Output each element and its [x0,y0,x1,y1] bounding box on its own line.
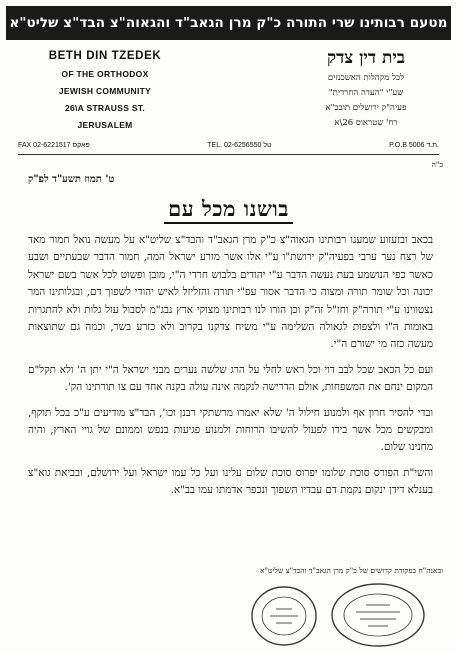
letterhead-en-line: OF THE ORTHODOX [61,69,149,79]
body-paragraph: ועם כל הכאב שכל לבב דוי וכל ראש לחלי על הרג שלשה נערים מבני ישראל ה"י יתן ה' ולא תקל"ם המקום ינחם את המשפחות, אולם הדרישה לנקמה אינה עולה בקנה אחד עם צו תורתינו הק'. [28,363,433,394]
letterhead-he-line: לכל מקהלות האשכנזים [327,73,405,83]
letter-title: בושנו מכל עם [164,196,293,224]
stamp-seal-left [250,585,318,647]
letterhead-en-line: JEWISH COMMUNITY [58,86,152,96]
body-paragraph: והשי"ת הפורס סוכת שלומו יפרוס סוכת שלום עלינו ועל כל עמו ישראל ועל ירושלם, ובביאת גוא"צ בענלא דידן ינקום נקמת דם עבדיו השפוך ונכפר אדמתו עמו בב"א. [28,466,433,497]
letterhead-english [20,48,190,130]
letter-title-wrap [0,196,457,222]
body-paragraph: ובדי להסיר חרון אף ולמנוע חילול ה' שלא יאמרו מרשתקי רבנן וכו', הבד"צ מודיעים ע"כ בכל תוקף, ומבקשים מכל אשר בידו לפעול להשיבו הרוחות ולמנוע פגיעות בנפש וממונם של גויי הארץ, והיה מחנינו שלום. [28,406,433,454]
fax-number: FAX 02-6221517 פאקס [18,142,90,149]
letterhead-he-line: רח' שטראוס 26\א [334,118,398,128]
letterhead-he-line: שע"י "העדה החרדית" [328,88,404,98]
bh-mark: ב"ה [431,160,443,169]
letterhead [10,48,447,156]
body-paragraph: בכאב ובזעזוע שמענו רבותינו הגאוה"צ כ"ק מרן הגאב"ד והבד"צ שליט"א על מעשה נואל חמור מאד של רצח נער ערבי בפעיה"ק ירושת"ו ע"י אלו אשר מזרע ישראל המה, חמור הדבר שבעתיים ושבע כאשר כפי הנושמע בעת נעשה הדבר ע"י יהודים בלבוש חרדי ה"י, מובן ופשוט לכל אשר בשם ישראל יכונה וכל שומר תורה ומצוה כי הדבר אסור עפ"י תורה והזליזל לאיש יהודי לשפוך דם, ובגלותינו המר נצטווינו ע"י תורה"ק וחז"ל זה"ק וכן הורו לנו רבותינו מצוקי ארץ נבג"מ לסבול עול גלות ולא להתגרות באומות ה"ו ולצפות לגאולה השלימה ע"י משיח צדקנו בקרוב ולא כזרע בשר, וכמה גם שתוצאות מעשה כזה מי ישורם ה"י. [28,234,433,351]
letter-body [28,232,433,508]
closing-line: ובאנה"ח בפקודת קדושים של כ"ק מרן הגאב"ד והבד"צ שליט"א [260,566,443,575]
letterhead-en-name: BETH DIN TZEDEK [48,50,162,62]
letterhead-hebrew [291,48,441,128]
letterhead-en-line: 26\A STRAUSS ST. [64,103,146,113]
letterhead-he-name: בית דין צדק [326,48,405,68]
letter-date: ט' תמוז תשע"ד לפ"ק [28,174,115,185]
letterhead-contact [18,142,439,149]
po-box: P.O.B 5006 ת.ד. [389,142,439,149]
letterhead-divider [18,154,439,155]
header-banner: מטעם רבותינו שרי התורה כ"ק מרן הגאב"ד והגאוה"צ הבד"צ שליט"א [6,6,451,40]
stamp-seal-right [330,582,426,648]
letterhead-en-line: JERUSALEM [77,120,133,130]
phone-number: TEL. 02-6256550 טל [207,142,272,149]
letterhead-he-line: פעיה"ק ירושלים תובב"א [325,103,407,113]
